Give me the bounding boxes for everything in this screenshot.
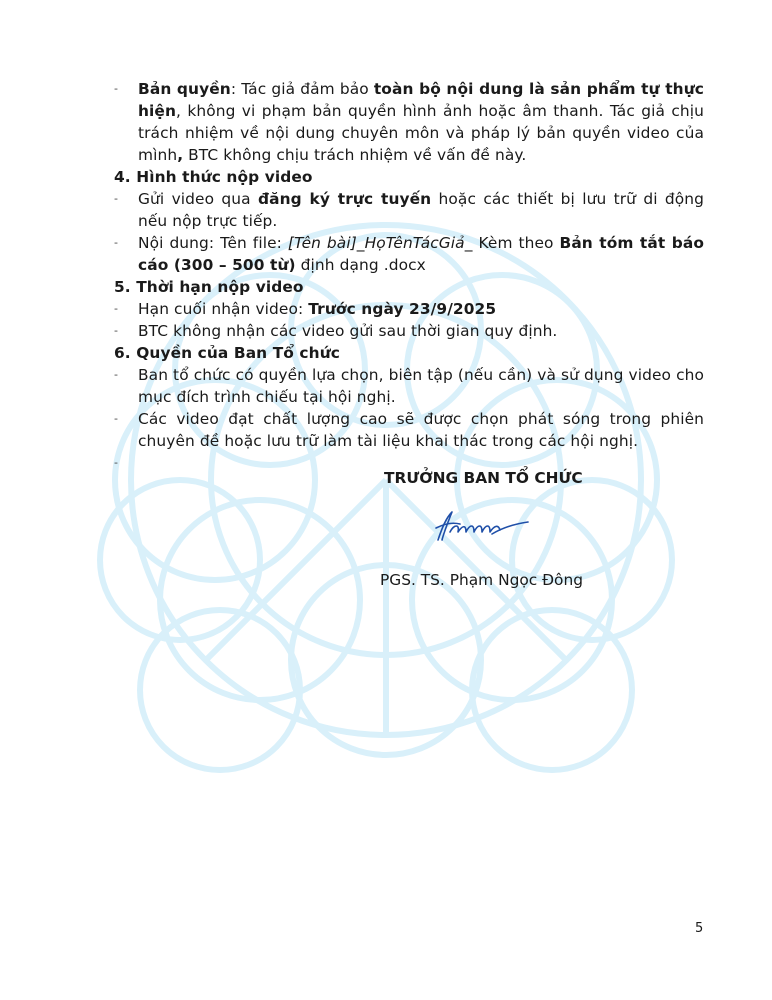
signature-image — [432, 506, 532, 546]
copyright-bold-1: toàn bộ nội dung là sản phẩm tự thực hiện — [138, 80, 705, 120]
s4-b2-filename: [Tên bài]_HọTênTácGiả_ — [287, 234, 473, 252]
copyright-text-1: : Tác giả đảm bảo — [230, 80, 374, 98]
copyright-text-2: , không vi phạm bản quyền hình ảnh hoặc âm thanh. Tác giả chịu trách nhiệm về nội dung chuyên môn và pháp lý bản quyền video của mình — [138, 102, 704, 164]
copyright-text-3: BTC không chịu trách nhiệm về vấn đề này. — [183, 146, 527, 164]
copyright-item — [114, 78, 704, 166]
document-body — [114, 78, 704, 474]
s4-b1-text-1: Gửi video qua — [138, 190, 258, 208]
s4-b1-text-2: hoặc các thiết bị lưu trữ di động nếu nộp trực tiếp. — [138, 190, 704, 230]
s5-b1-text: Hạn cuối nhận video: — [138, 300, 309, 318]
section-4-item-1 — [114, 188, 704, 232]
section-6-item-2: - Các video đạt chất lượng cao sẽ được chọn phát sóng trong phiên chuyên đề hoặc lưu trữ làm tài liệu khai thác trong các hội nghị. — [114, 408, 704, 452]
section-6-item-1: - Ban tổ chức có quyền lựa chọn, biên tập (nếu cần) và sử dụng video cho mục đích trình chiếu tại hội nghị. — [114, 364, 704, 408]
s4-b2-bold: Bản tóm tắt báo cáo (300 – 500 từ) — [138, 234, 704, 274]
section-5-heading: 5. Thời hạn nộp video — [114, 278, 304, 296]
section-6-heading: 6. Quyền của Ban Tổ chức — [114, 344, 340, 362]
s4-b2-text-3: định dạng .docx — [295, 256, 426, 274]
section-4-heading: 4. Hình thức nộp video — [114, 168, 313, 186]
copyright-label: Bản quyền — [138, 80, 231, 98]
s4-b2-text-2: Kèm theo — [472, 234, 560, 252]
s4-b1-bold: đăng ký trực tuyến — [257, 190, 432, 208]
copyright-bold-2: , — [177, 146, 184, 164]
section-4-item-2 — [114, 232, 704, 276]
page-number: 5 — [695, 921, 704, 936]
s4-b2-text-1: Nội dung: Tên file: — [138, 234, 288, 252]
section-5-item-2: - BTC không nhận các video gửi sau thời gian quy định. — [114, 320, 704, 342]
s5-b1-deadline: Trước ngày 23/9/2025 — [308, 300, 497, 318]
section-5-item-1 — [114, 298, 704, 320]
chairman-title: TRƯỞNG BAN TỔ CHỨC — [384, 469, 583, 487]
chairman-name: PGS. TS. Phạm Ngọc Đông — [380, 571, 583, 589]
